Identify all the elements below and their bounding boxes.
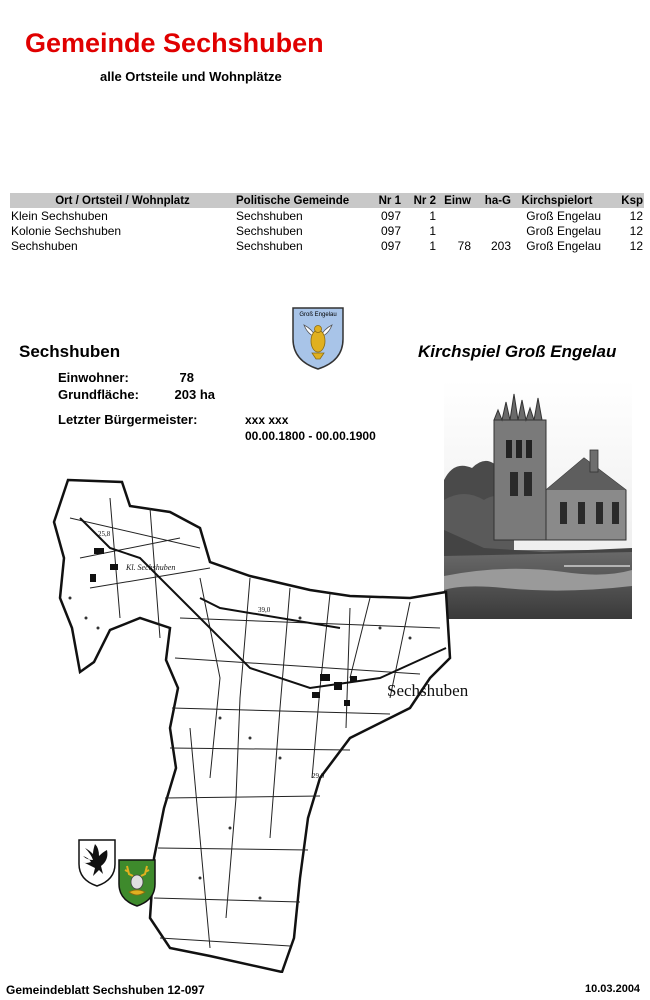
table-cell: 12 [629, 238, 643, 253]
page-subtitle: alle Ortsteile und Wohnplätze [100, 69, 282, 84]
table-header-row [10, 193, 644, 208]
column-header: Ksp [602, 193, 644, 208]
population-value: 78 [179, 370, 194, 385]
map-place-label: Sechshuben [387, 681, 469, 700]
table-cell: 097 [380, 208, 401, 223]
parish-name: Kirchspiel Groß Engelau [418, 342, 617, 361]
column-header: Nr 1 [367, 193, 402, 208]
map-elevation-label: 39,0 [258, 606, 271, 614]
table-row [10, 223, 644, 238]
table-cell: 097 [380, 238, 401, 253]
table-cell: Sechshuben [236, 208, 303, 223]
table-cell: Klein Sechshuben [11, 208, 108, 223]
table-row [10, 208, 644, 223]
area-value: 203 ha [174, 387, 215, 402]
column-header: Nr 2 [402, 193, 437, 208]
table-cell: Sechshuben [11, 238, 78, 253]
column-header: Kirchspielort [512, 193, 602, 208]
mayor-name: xxx xxx [245, 413, 289, 427]
column-header: Einw [437, 193, 472, 208]
table-cell [472, 223, 512, 238]
table-cell [472, 208, 512, 223]
column-header: ha-G [472, 193, 512, 208]
area-label: Grundfläche: [58, 387, 139, 402]
table-cell: 78 [457, 238, 471, 253]
mayor-label: Letzter Bürgermeister: [58, 412, 198, 427]
table-cell: 203 [490, 238, 511, 253]
parish-crest-icon [290, 305, 346, 371]
eagle-crest-icon [77, 838, 117, 888]
footer-sheet-label: Gemeindeblatt Sechshuben 12-097 [6, 983, 205, 997]
table-cell: 1 [429, 208, 436, 223]
municipality-name: Sechshuben [19, 342, 121, 361]
table-cell: 097 [380, 223, 401, 238]
table-cell: Groß Engelau [526, 238, 601, 253]
parish-crest-label: Groß Engelau [299, 312, 337, 318]
table-cell [437, 223, 472, 238]
map-elevation-label: 29,0 [312, 772, 325, 780]
places-table [10, 193, 644, 253]
mayor-term: 00.00.1800 - 00.00.1900 [245, 429, 376, 443]
table-cell [437, 208, 472, 223]
column-header: Ort / Ortsteil / Wohnplatz [10, 193, 235, 208]
table-cell: Groß Engelau [526, 223, 601, 238]
table-cell: 12 [629, 208, 643, 223]
table-cell: Sechshuben [236, 238, 303, 253]
table-cell: Sechshuben [236, 223, 303, 238]
map-small-label: Kl. Sechshuben [126, 563, 176, 572]
map-elevation-label: 25,8 [98, 530, 111, 538]
table-row [10, 238, 644, 253]
table-cell: 1 [429, 238, 436, 253]
table-cell: 1 [429, 223, 436, 238]
population-label: Einwohner: [58, 370, 129, 385]
table-cell: Groß Engelau [526, 208, 601, 223]
table-cell: Kolonie Sechshuben [11, 223, 122, 238]
deer-crest-icon [117, 858, 157, 908]
footer-date: 10.03.2004 [585, 983, 641, 995]
table-cell: 12 [629, 223, 643, 238]
page-title: Gemeinde Sechshuben [25, 28, 324, 58]
column-header: Politische Gemeinde [235, 193, 367, 208]
